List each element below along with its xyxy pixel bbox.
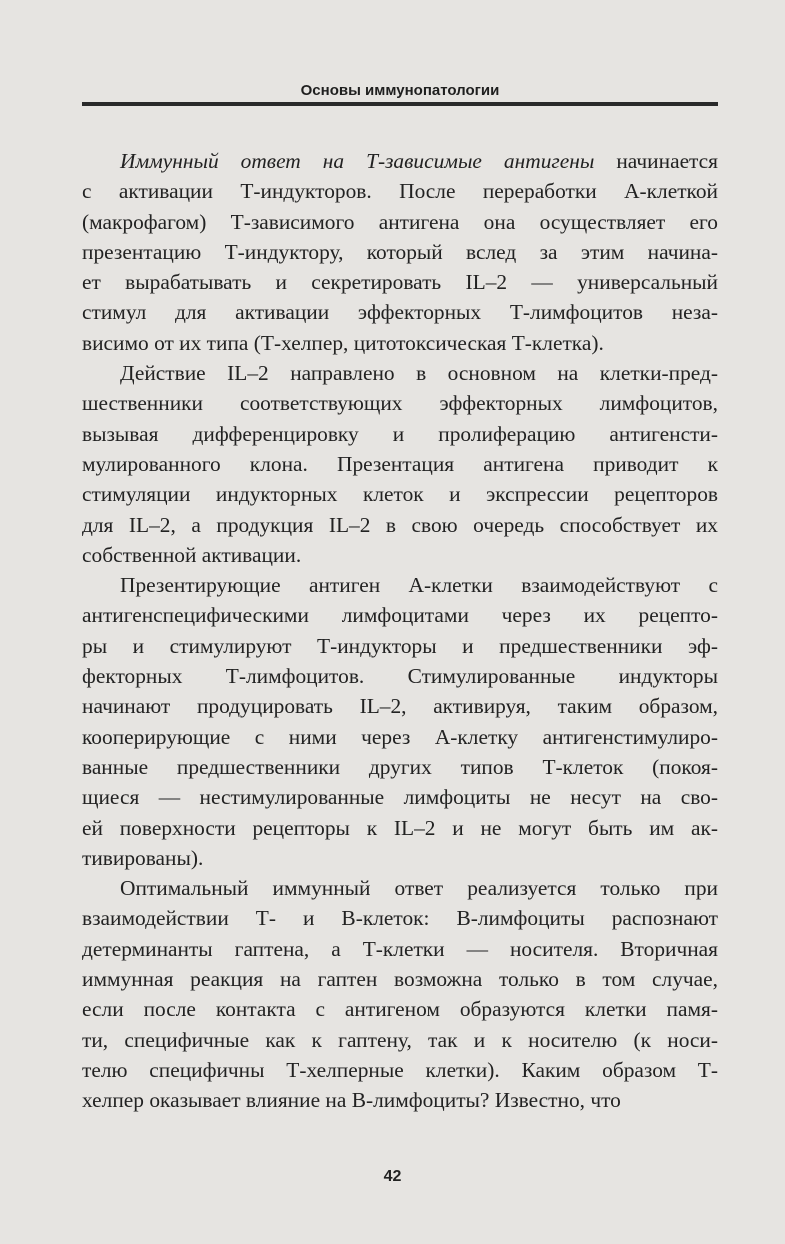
text-line	[82, 358, 718, 388]
line-text: собственной активации.	[82, 542, 302, 567]
line-text: шественники соответствующих эффекторных лимфоцитов,	[82, 391, 718, 416]
line-text: щиеся — нестимулированные лимфоциты не несут на сво-	[82, 785, 718, 810]
text-line	[82, 388, 718, 418]
line-text: (макрофагом) Т-зависимого антигена она осуществляет его	[82, 209, 718, 234]
line-text: начинают продуцировать IL–2, активируя, таким образом,	[82, 694, 718, 719]
line-text: тивированы).	[82, 845, 204, 870]
text-line	[82, 267, 718, 297]
text-line	[82, 934, 718, 964]
paragraph	[82, 873, 718, 1115]
line-text: детерминанты гаптена, а Т-клетки — носителя. Вторичная	[82, 936, 718, 961]
text-line	[82, 722, 718, 752]
line-text: начинается	[594, 149, 719, 173]
line-text: кооперирующие с ними через А-клетку антигенстимулиро-	[82, 724, 718, 749]
line-text: стимул для активации эффекторных Т-лимфоцитов неза-	[82, 300, 718, 325]
text-line	[82, 691, 718, 721]
line-text: Действие IL–2 направлено в основном на клетки-пред-	[120, 361, 718, 386]
header-title: Основы иммунопатологии	[300, 82, 500, 99]
line-text: висимо от их типа (Т-хелпер, цитотоксическая Т-клетка).	[82, 330, 604, 355]
text-line	[82, 176, 718, 206]
text-line	[82, 146, 718, 176]
line-text: ры и стимулируют Т-индукторы и предшественники эф-	[82, 633, 718, 658]
line-text: презентацию Т-индуктору, который вслед за этим начина-	[82, 239, 718, 264]
body-text	[82, 146, 718, 1116]
text-line	[82, 297, 718, 327]
text-line	[82, 843, 718, 873]
line-text: ти, специфичные как к гаптену, так и к носителю (к носи-	[82, 1027, 718, 1052]
line-text: Презентирующие антиген А-клетки взаимодействуют с	[120, 573, 718, 598]
line-text: Оптимальный иммунный ответ реализуется только при	[120, 876, 718, 901]
paragraph	[82, 570, 718, 873]
line-text: если после контакта с антигеном образуются клетки памя-	[82, 997, 718, 1022]
line-text: мулированного клона. Презентация антигена приводит к	[82, 451, 718, 476]
line-text: с активации Т-индукторов. После переработки А-клеткой	[82, 179, 718, 204]
line-text: ей поверхности рецепторы к IL–2 и не могут быть им ак-	[82, 815, 718, 840]
paragraph	[82, 146, 718, 358]
line-text: вызывая дифференцировку и пролиферацию антигенсти-	[82, 421, 718, 446]
text-line	[82, 661, 718, 691]
line-text: фекторных Т-лимфоцитов. Стимулированные индукторы	[82, 664, 718, 689]
text-line	[82, 813, 718, 843]
running-header	[82, 82, 718, 108]
italic-term: Иммунный ответ на Т-зависимые антигены	[120, 149, 595, 173]
text-line	[82, 873, 718, 903]
line-text: антигенспецифическими лимфоцитами через их рецепто-	[82, 603, 718, 628]
text-line	[82, 328, 718, 358]
text-line	[82, 752, 718, 782]
text-line	[82, 903, 718, 933]
text-line	[82, 419, 718, 449]
line-text: ванные предшественники других типов Т-клеток (покоя-	[82, 754, 718, 779]
line-text: иммунная реакция на гаптен возможна только в том случае,	[82, 967, 718, 992]
text-line	[82, 1055, 718, 1085]
text-line	[82, 1025, 718, 1055]
line-text: хелпер оказывает влияние на В-лимфоциты? Известно, что	[82, 1088, 621, 1113]
line-text: телю специфичны Т-хелперные клетки). Каким образом Т-	[82, 1057, 718, 1082]
text-line	[82, 600, 718, 630]
text-line	[82, 994, 718, 1024]
line-text: стимуляции индукторных клеток и экспрессии рецепторов	[82, 482, 718, 507]
text-line	[82, 479, 718, 509]
text-line	[82, 1085, 718, 1115]
text-line	[82, 237, 718, 267]
text-line	[82, 207, 718, 237]
paragraph	[82, 358, 718, 570]
page-number: 42	[383, 1168, 402, 1185]
header-rule	[82, 102, 718, 106]
text-line	[82, 510, 718, 540]
text-line	[82, 964, 718, 994]
line-text: для IL–2, а продукция IL–2 в свою очередь способствует их	[82, 512, 718, 537]
line-text: взаимодействии Т- и В-клеток: В-лимфоциты распознают	[82, 906, 718, 931]
line-text: ет вырабатывать и секретировать IL–2 — универсальный	[82, 270, 718, 295]
text-line	[82, 631, 718, 661]
text-line	[82, 570, 718, 600]
text-line	[82, 782, 718, 812]
text-line	[82, 449, 718, 479]
text-line	[82, 540, 718, 570]
